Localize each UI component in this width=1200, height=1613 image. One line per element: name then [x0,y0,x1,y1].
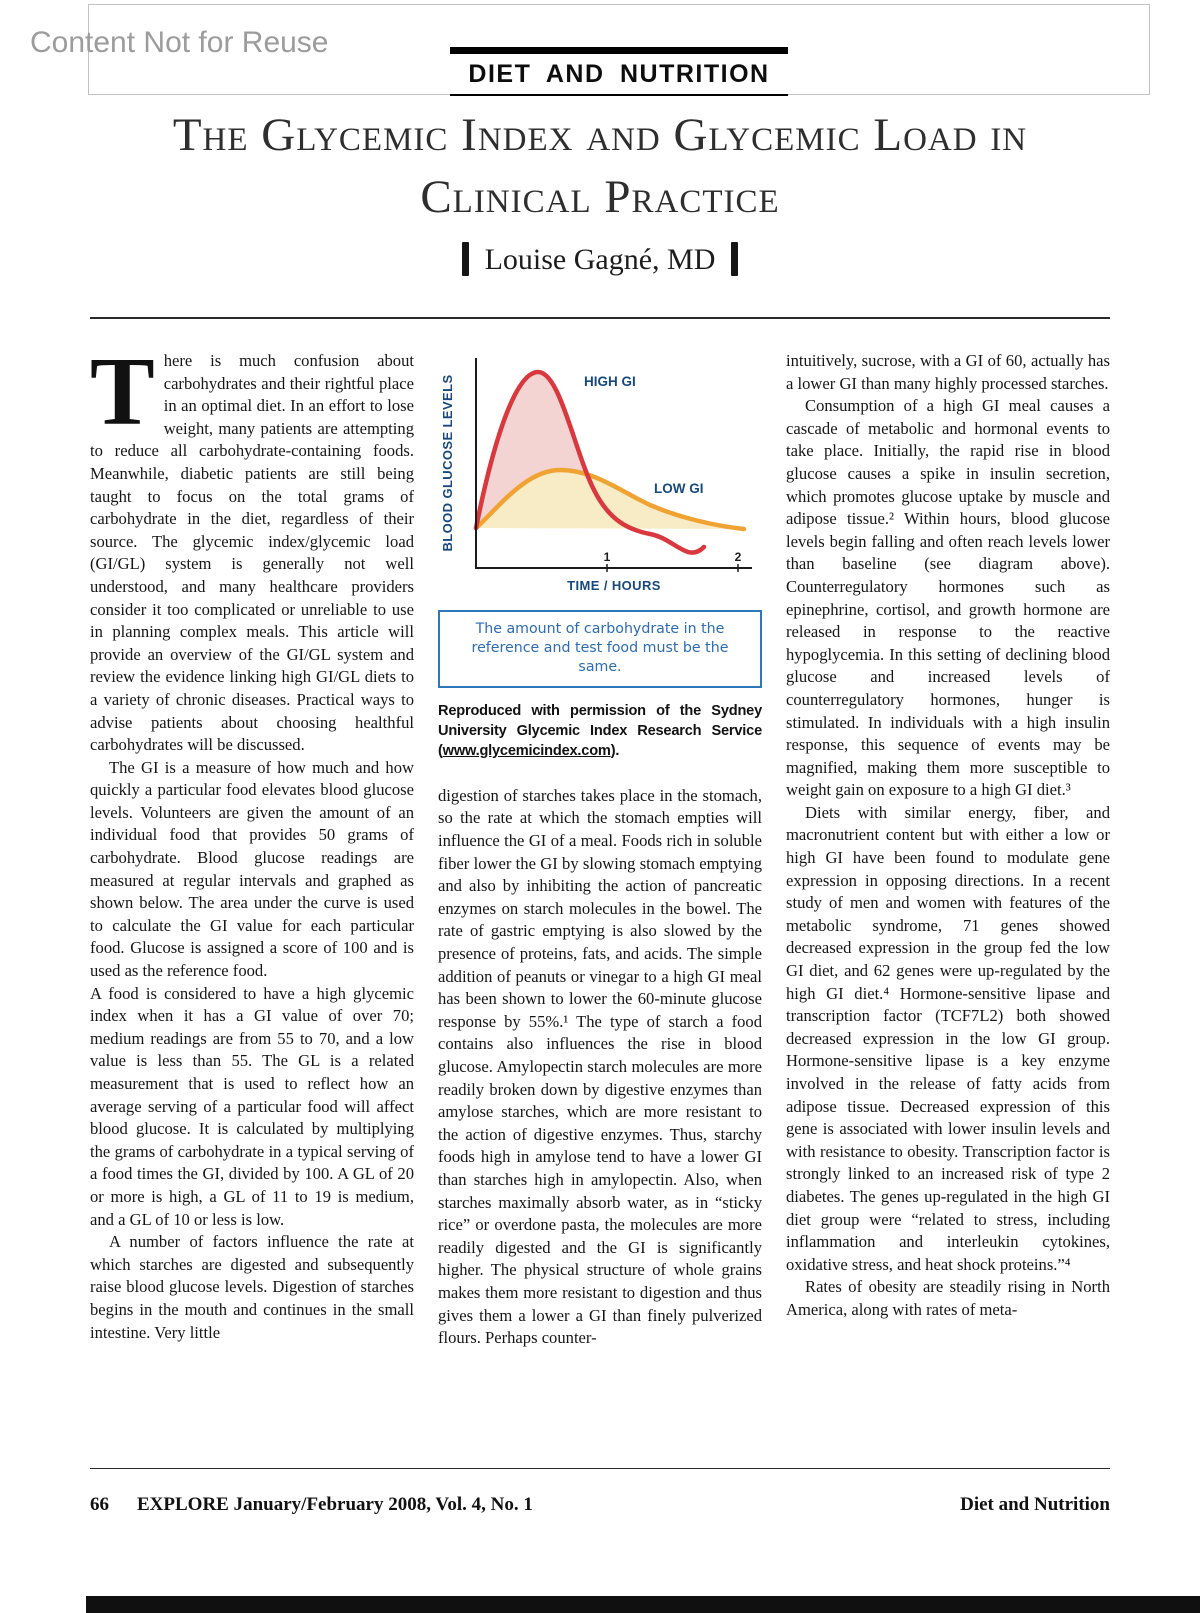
dropcap: T [90,350,155,445]
credit-text-prefix: Reproduced with permission of the Sydney University Glycemic Index Research Service ( [438,702,762,759]
credit-text-suffix: ). [610,742,620,759]
figure-caption: The amount of carbohydrate in the reference and test food must be the same. [471,621,729,676]
byline [0,242,1200,277]
gi-response-chart [438,350,762,600]
title-rule [90,317,1110,319]
credit-link[interactable]: www.glycemicindex.com [442,742,611,759]
page-number: 66 [90,1494,109,1515]
paragraph-sucrose: intuitively, sucrose, with a GI of 60, actually has a lower GI than many highly processed starches. [786,351,1110,393]
article-title-line2: Clinical Practice [420,171,780,223]
high-gi-series-label: HIGH GI [584,374,636,389]
x-tick-label-2: 2 [734,550,742,564]
paragraph-gi-thresholds: A food is considered to have a high glycemic index when it has a GI value of over 70; medium readings are from 55 to 70, and a low value is less than 55. The GL is a related measurement that is used to reflect how an average serving of a particular food will affect blood glucose. It is calculated by multiplying the grams of carbohydrate in a typical serving of a food times the GI, divided by 100. A GL of 20 or more is high, a GL of 11 to 19 is medium, and a GL of 10 or less is low. [90,983,414,1229]
footer-rule [90,1468,1110,1469]
byline-bar-right [731,242,738,276]
paragraph-gene-expression: Diets with similar energy, fiber, and macronutrient content but with either a low or high GI have been found to modulate gene expression in opposing directions. In a recent study of men and women with features of the metabolic syndrome, 71 genes showed decreased expression in the group fed the low GI diet, and 62 genes were up-regulated by the high GI diet.⁴ Hormone-sensitive lipase and transcription factor (TCF7L2) both showed decreased expression in the low GI group. Hormone-sensitive lipase is a key enzyme involved in the release of fatty acids from adipose tissue. Decreased expression of this gene is associated with lower insulin levels and with resistance to obesity. Transcription factor is strongly linked to an increased risk of type 2 diabetes. The genes up-regulated in the high GI diet group were “related to stress, including inflammation and interleukin cytokines, oxidative stress, and heat shock proteins.”⁴ [786,802,1110,1274]
figure-caption-box [438,610,762,688]
column-3 [786,350,1110,1464]
paragraph-digestion-factors: A number of factors influence the rate at which starches are digested and subsequently raise blood glucose levels. Digestion of starches begins in the mouth and continues in the small intestine. Very little [90,1232,414,1342]
paragraph-intro [90,350,414,757]
watermark-content-not-for-reuse: Content Not for Reuse [30,26,329,59]
bottom-bar [86,1596,1200,1613]
footer [90,1494,1110,1516]
paragraph-intro-text: here is much confusion about carbohydrates and their rightful place in an optimal diet. In an effort to lose weight, many patients are attempting to reduce all carbohydrate-containing foods. Meanwhile, diabetic patients are still being taught to focus on the total grams of carbohydrate in the diet, regardless of their source. The glycemic index/glycemic load (GI/GL) system is generally not well understood, and many healthcare providers consider it too complicated or unreliable to use in planning complex meals. This article will provide an overview of the GI/GL system and review the evidence linking high GI/GL diets to a variety of chronic diseases. Practical ways to advise patients about choosing healthful carbohydrates will be discussed. [90,351,414,755]
paragraph-high-gi-meal: Consumption of a high GI meal causes a cascade of metabolic and hormonal events to take place. Initially, the rapid rise in blood glucose causes a spike in insulin secretion, which promotes glucose uptake by muscle and adipose tissue.² Within hours, blood glucose levels begin falling and often reach levels lower than baseline (see diagram above). Counterregulatory hormones such as epinephrine, cortisol, and growth hormone are released in response to the reactive hypoglycemia. In this setting of declining blood glucose and increased levels of counterregulatory hormones, hunger is stimulated. In individuals with a high insulin response, this sequence of events may be magnified, making them more susceptible to weight gain on exposure to a high GI diet.³ [786,396,1110,800]
article-title [0,104,1200,228]
x-axis-label: TIME / HOURS [567,578,661,593]
low-gi-series-label: LOW GI [654,481,704,496]
paragraph-obesity-rates: Rates of obesity are steadily rising in North America, along with rates of meta- [786,1277,1110,1319]
x-tick-label-1: 1 [603,550,611,564]
journal-citation: EXPLORE January/February 2008, Vol. 4, No. 1 [137,1494,533,1515]
column-1 [90,350,414,1464]
byline-bar-left [462,242,469,276]
footer-left [90,1494,533,1516]
article-body [90,350,1110,1464]
gi-response-figure [438,350,762,761]
footer-section: Diet and Nutrition [960,1494,1110,1515]
paragraph-gi-definition: The GI is a measure of how much and how quickly a particular food elevates blood glucose levels. Volunteers are given the amount of an individual food that provides 50 grams of carbohydrate. Blood glucose readings are measured at regular intervals and graphed as shown below. The area under the curve is used to calculate the GI value for each particular food. Glucose is assigned a score of 100 and is used as the reference food. [90,757,414,981]
section-title: DIET AND NUTRITION [450,47,787,96]
article-title-line1: The Glycemic Index and Glycemic Load in [172,109,1028,161]
column-2 [438,350,762,1464]
author-name: Louise Gagné, MD [484,243,716,276]
paragraph-starch-digestion: digestion of starches takes place in the stomach, so the rate at which the stomach empties will influence the GI of a meal. Foods rich in soluble fiber lower the GI by slowing stomach emptying and also by inhibiting the action of pancreatic enzymes on starch molecules in the bowel. The rate of gastric emptying is also slowed by the presence of proteins, fats, and acids. The simple addition of peanuts or vinegar to a high GI meal has been shown to lower the 60-minute glucose response by 55%.¹ The type of starch a food contains also influences the rise in blood glucose. Amylopectin starch molecules are more readily broken down by digestive enzymes than amylose starches, which are more resistant to the action of digestive enzymes. Thus, starchy foods high in amylose tend to have a lower GI than starches high in amylopectin. Also, when starches maximally absorb water, as in “sticky rice” or overdone pasta, the molecules are more readily digested and the GI is significantly higher. The physical structure of whole grains makes them more resistant to digestion and thus gives them a lower a GI than finely pulverized flours. Perhaps counter- [438,785,762,1348]
figure-credit [438,701,762,761]
y-axis-label: BLOOD GLUCOSE LEVELS [440,374,455,552]
